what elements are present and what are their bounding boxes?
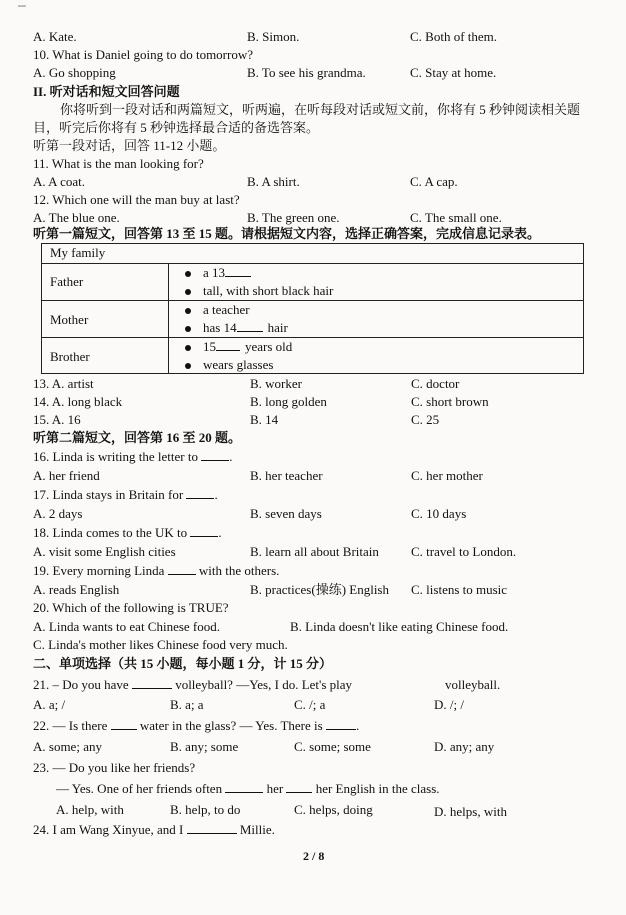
q16-option-a: A. her friend (33, 468, 100, 483)
q17-option-b: B. seven days (250, 506, 322, 521)
father-item-1: a 13 (185, 265, 251, 281)
row-label-brother: Brother (50, 349, 90, 364)
bullet-icon (185, 326, 191, 332)
header-mark: ᵃᵃᵃᵃ (18, 3, 26, 11)
table-title: My family (50, 245, 106, 260)
q19-option-b: B. practices(操练) English (250, 582, 389, 597)
q9-option-a: A. Kate. (33, 29, 77, 44)
brother-item-1: 15 years old (185, 339, 292, 355)
answer-blank-23b[interactable] (286, 792, 312, 793)
q15-option-c: C. 25 (411, 412, 440, 427)
q23-option-c: C. helps, doing (294, 802, 373, 817)
q17-stem: 17. Linda stays in Britain for . (33, 487, 218, 502)
q15-option-a: 15. A. 16 (33, 412, 81, 427)
q9-option-b: B. Simon. (247, 29, 300, 44)
dialog-intro: 听第一段对话，回答 11-12 小题。 (33, 138, 226, 153)
q22-option-d: D. any; any (434, 739, 495, 754)
q21-stem: 21. – Do you have volleyball? —Yes, I do. Let's play (33, 677, 353, 692)
bullet-icon (185, 363, 191, 369)
q20-option-a: A. Linda wants to eat Chinese food. (33, 619, 221, 634)
row-label-mother: Mother (50, 312, 89, 327)
mother-item-2: has 14 hair (185, 320, 288, 336)
q21-option-a: A. a; / (33, 697, 66, 712)
q10-stem: 10. What is Daniel going to do tomorrow? (33, 47, 254, 62)
answer-blank-16[interactable] (201, 460, 229, 461)
q22-option-a: A. some; any (33, 739, 102, 754)
q19-stem: 19. Every morning Linda with the others. (33, 563, 280, 578)
answer-blank-22b[interactable] (326, 729, 356, 730)
bullet-icon (185, 308, 191, 314)
q21-option-c: C. /; a (294, 697, 326, 712)
q12-option-a: A. The blue one. (33, 210, 120, 225)
q18-stem: 18. Linda comes to the UK to . (33, 525, 222, 540)
mother-item-1: a teacher (185, 302, 250, 318)
q16-option-b: B. her teacher (250, 468, 323, 483)
q14-option-a: 14. A. long black (33, 394, 123, 409)
table-row-mother (42, 300, 583, 338)
q11-stem: 11. What is the man looking for? (33, 156, 204, 171)
answer-blank-18[interactable] (190, 536, 218, 537)
q23-stem: 23. — Do you like her friends? (33, 760, 196, 775)
answer-blank-14[interactable] (237, 331, 263, 332)
q12-option-c: C. The small one. (410, 210, 502, 225)
bullet-icon (185, 345, 191, 351)
q15-option-b: B. 14 (250, 412, 279, 427)
q19-option-c: C. listens to music (411, 582, 508, 597)
answer-blank-17[interactable] (186, 498, 214, 499)
family-info-table (41, 243, 584, 374)
q23-stem-line2: — Yes. One of her friends often her her English in the class. (56, 781, 440, 796)
bullet-icon (185, 289, 191, 295)
q17-option-a: A. 2 days (33, 506, 83, 521)
answer-blank-21a[interactable] (132, 688, 172, 689)
row-label-father: Father (50, 274, 84, 289)
table-row-brother (42, 337, 583, 375)
q14-option-c: C. short brown (411, 394, 489, 409)
passage1-intro: 听第一篇短文，回答第 13 至 15 题。请根据短文内容，选择正确答案，完成信息记录表。 (33, 226, 541, 241)
q10-option-b: B. To see his grandma. (247, 65, 366, 80)
q16-stem: 16. Linda is writing the letter to . (33, 449, 233, 464)
q19-option-a: A. reads English (33, 582, 120, 597)
q21-option-b: B. a; a (170, 697, 204, 712)
q17-option-c: C. 10 days (411, 506, 467, 521)
q22-option-c: C. some; some (294, 739, 371, 754)
table-row-father (42, 263, 583, 301)
q10-option-a: A. Go shopping (33, 65, 116, 80)
q11-option-a: A. A coat. (33, 174, 85, 189)
passage2-intro: 听第二篇短文，回答第 16 至 20 题。 (33, 430, 242, 445)
q23-option-b: B. help, to do (170, 802, 241, 817)
section2-instruction-1: 你将听到一段对话和两篇短文，听两遍，在听每段对话或短文前，你将有 5 秒钟阅读相关题 (60, 102, 581, 117)
father-item-2: tall, with short black hair (185, 283, 333, 299)
q24-stem: 24. I am Wang Xinyue, and I Millie. (33, 822, 275, 837)
answer-blank-24[interactable] (187, 833, 237, 834)
q18-option-c: C. travel to London. (411, 544, 517, 559)
section2-instruction-2: 目，听完后你将有 5 秒钟选择最合适的备选答案。 (33, 120, 320, 135)
answer-blank-19[interactable] (168, 574, 196, 575)
q9-option-c: C. Both of them. (410, 29, 498, 44)
q20-stem: 20. Which of the following is TRUE? (33, 600, 229, 615)
q13-option-a: 13. A. artist (33, 376, 94, 391)
answer-blank-15[interactable] (216, 350, 240, 351)
brother-item-2: wears glasses (185, 357, 273, 373)
q10-option-c: C. Stay at home. (410, 65, 497, 80)
q23-option-a: A. help, with (56, 802, 124, 817)
q20-option-c: C. Linda's mother likes Chinese food very much. (33, 637, 288, 652)
answer-blank-22a[interactable] (111, 729, 137, 730)
q23-option-d: D. helps, with (434, 804, 507, 819)
q13-option-c: C. doctor (411, 376, 460, 391)
q11-option-c: C. A cap. (410, 174, 458, 189)
answer-blank-23a[interactable] (225, 792, 263, 793)
answer-blank-13[interactable] (225, 276, 251, 277)
q20-option-b: B. Linda doesn't like eating Chinese food. (290, 619, 509, 634)
section2-title: II. 听对话和短文回答问题 (33, 84, 180, 99)
q12-option-b: B. The green one. (247, 210, 340, 225)
q22-stem: 22. — Is there water in the glass? — Yes. There is . (33, 718, 360, 733)
bullet-icon (185, 271, 191, 277)
part2-title: 二、单项选择（共 15 小题，每小题 1 分，计 15 分） (33, 656, 333, 671)
q12-stem: 12. Which one will the man buy at last? (33, 192, 240, 207)
q18-option-b: B. learn all about Britain (250, 544, 379, 559)
q21-option-d: D. /; / (434, 697, 464, 712)
q11-option-b: B. A shirt. (247, 174, 300, 189)
q13-option-b: B. worker (250, 376, 302, 391)
q16-option-c: C. her mother (411, 468, 483, 483)
q22-option-b: B. any; some (170, 739, 239, 754)
q14-option-b: B. long golden (250, 394, 327, 409)
q18-option-a: A. visit some English cities (33, 544, 176, 559)
page-number: 2 / 8 (303, 849, 325, 863)
q21-stem-end: volleyball. (445, 677, 501, 692)
